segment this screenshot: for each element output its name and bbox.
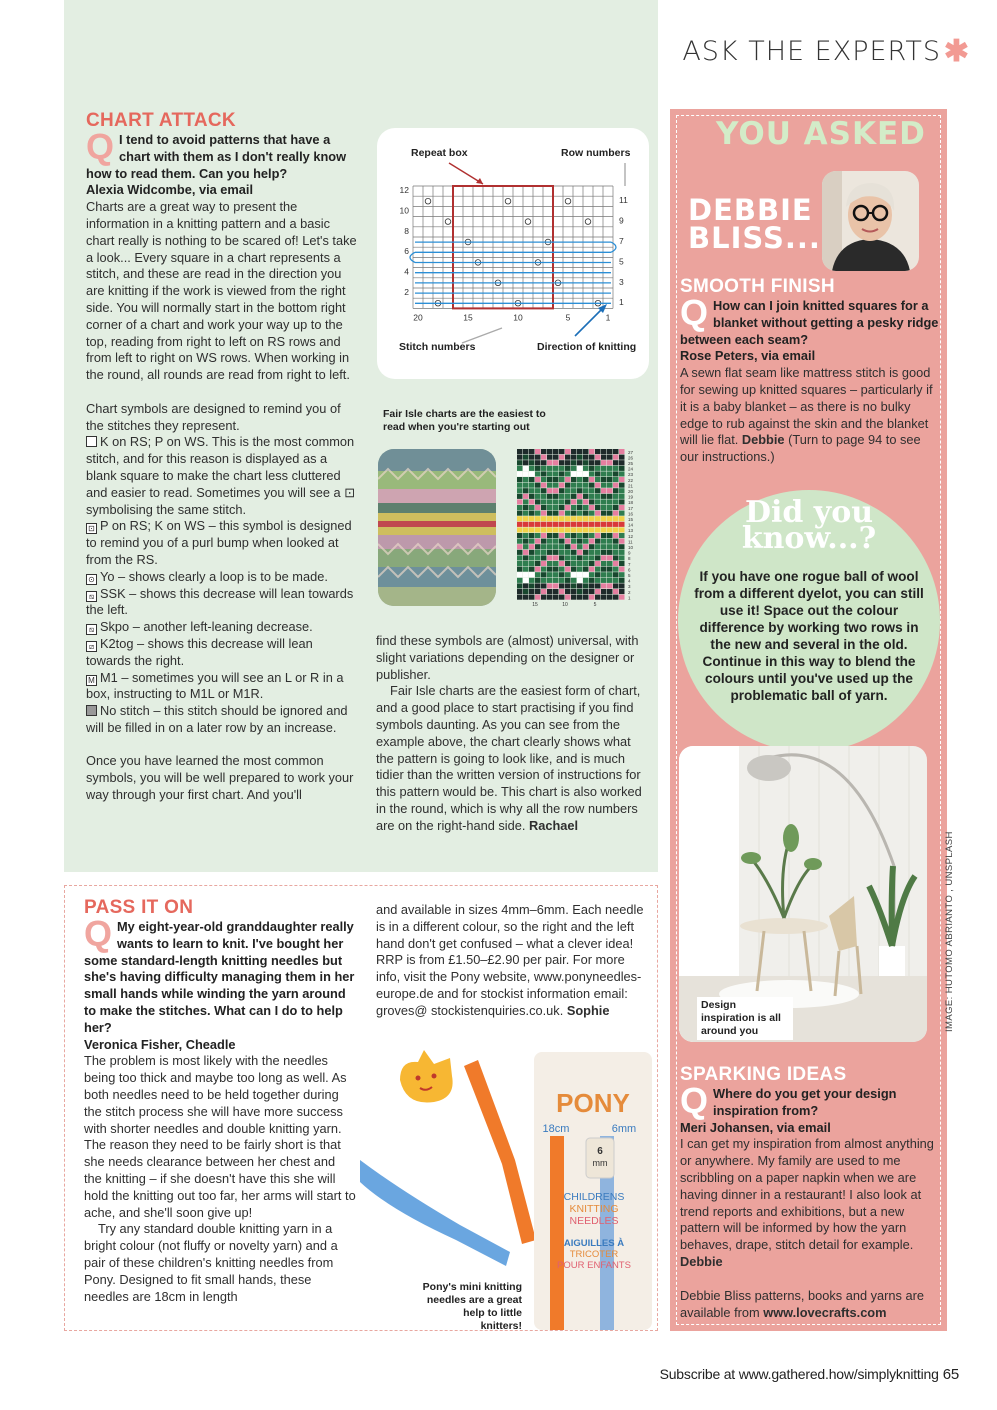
symbol-description: K on RS; P on WS. This is the most common stitch, and for this reason is displayed as a blank square to make the chart less cluttered and easier to read. Sometimes you will see a ⊡ symbolising the same stitch.: [86, 434, 355, 517]
m1-square-icon: M: [86, 675, 97, 686]
chart-grid: [410, 186, 616, 308]
sparking-ideas-title: SPARKING IDEAS: [680, 1064, 847, 1085]
fair-isle-caption: Fair Isle charts are the easiest to read when you're starting out: [383, 408, 546, 433]
fair-isle-row-tick: 18: [628, 500, 634, 506]
row-tick-left: 4: [404, 266, 409, 277]
symbol-list: [86, 434, 358, 736]
package-line-3: NEEDLES: [569, 1215, 619, 1227]
q-icon: Q: [680, 1080, 709, 1121]
chart-attack-para-3: Once you have learned the most common symbols, you will be well prepared to work your way through your first chart. And you'll: [86, 753, 354, 803]
ssk-square-icon: ⧅: [86, 591, 97, 602]
chart-attack-byline: Alexia Widcombe, via email: [86, 182, 254, 198]
cat-needle-cap: [400, 1050, 453, 1103]
debbie-bliss-title: [688, 193, 821, 255]
fair-isle-row-tick: 24: [628, 466, 634, 472]
fair-isle-row-tick: 7: [628, 561, 631, 567]
stitch-numbers-label: Stitch numbers: [399, 341, 476, 353]
row-tick-right: 11: [619, 195, 628, 206]
q-icon: Q: [84, 913, 113, 954]
pass-it-on-title: PASS IT ON: [84, 897, 194, 918]
symbol-description: Skpo – another left-leaning decrease.: [100, 619, 313, 635]
fair-isle-row-tick: 11: [628, 539, 633, 545]
pass-it-on-para-2: Try any standard double knitting yarn in a bright colour (not fluffy or novelty yarn) and a pair of these children's knitting needles from Pony. Designed to fit small hands, these needles are 18cm in length: [84, 1221, 338, 1304]
symbol-entry: [86, 703, 358, 737]
stitch-tick: 15: [463, 312, 473, 323]
symbol-entry: [86, 569, 358, 586]
smooth-finish-note: (Turn to page 94 to see our instructions.): [680, 432, 921, 465]
asterisk-icon: ✱: [943, 35, 969, 68]
repeat-box-label: Repeat box: [411, 147, 468, 159]
stitch-tick: 1: [605, 312, 611, 323]
fair-isle-row-tick: 17: [628, 505, 634, 511]
sparking-ideas-byline: Meri Johansen, via email: [680, 1119, 831, 1135]
symbol-entry: [86, 518, 358, 568]
package-line-2: KNITTING: [569, 1203, 619, 1215]
debbie-signoff: Debbie: [680, 1253, 723, 1269]
rachael-signoff: Rachael: [528, 817, 579, 833]
row-tick-left: 12: [399, 185, 409, 195]
fair-isle-row-tick: 6: [628, 567, 631, 573]
pass-it-on-byline: Veronica Fisher, Cheadle: [84, 1036, 236, 1052]
fair-isle-row-tick: 4: [628, 578, 631, 584]
symbol-description: SSK – shows this decrease will lean towards the left.: [86, 585, 354, 618]
fair-isle-row-tick: 27: [628, 449, 634, 455]
fair-isle-row-tick: 12: [628, 533, 634, 539]
skpo-square-icon: ⧅: [86, 624, 97, 635]
lovecrafts-link[interactable]: www.lovecrafts.com: [763, 1304, 887, 1320]
chart-attack-para-2: Chart symbols are designed to remind you of the stitches they represent.: [86, 400, 341, 433]
fair-isle-row-tick: 15: [628, 517, 634, 522]
fair-isle-row-tick: 5: [628, 573, 631, 578]
chart-attack-col2-para-2: Fair Isle charts are the easiest form of chart, and a good place to start practising if you find symbols daunting. As you can see from the example above, the chart clearly shows what the pattern is going to look like, and is much tidier than the written version of instructions for this pattern would be. This chart is also worked in the round, which is why all the row numbers are on the right-hand side.: [376, 683, 642, 833]
row-tick-right: 9: [619, 215, 624, 226]
chart-attack-column-1: [86, 110, 358, 804]
chart-yo-symbol: [445, 219, 451, 225]
fair-isle-row-tick: 3: [628, 584, 631, 590]
section-header: ASK THE EXPERTS: [682, 36, 941, 67]
symbol-entry: [86, 434, 358, 518]
symbol-description: Yo – shows clearly a loop is to be made.: [100, 568, 328, 584]
row-numbers-label: Row numbers: [561, 147, 631, 159]
did-you-know-title: [678, 495, 940, 556]
pass-it-on-col2-text: and available in sizes 4mm–6mm. Each needle is in a different colour, so the right and the left hand don't get confused – what a clever idea! RRP is from £1.50–£2.90 per pair. For more info, visit the Pony website, www.ponyneedles-europe.de and for stockist information email: groves@ stockistenquiries.co.uk.: [376, 902, 644, 1018]
package-line-1: CHILDRENS: [563, 1191, 625, 1203]
left-row-ticks: [400, 185, 410, 297]
row-tick-left: 8: [404, 225, 409, 236]
needle-caption: Pony's mini knitting needles are a great help to little knitters!: [422, 1281, 522, 1332]
stitch-ticks: [413, 312, 610, 322]
fair-isle-row-tick: 10: [628, 545, 634, 550]
needle-size-number: 6: [597, 1146, 603, 1157]
debbie-signoff: Debbie: [741, 432, 785, 448]
chart-yo-symbol: [505, 198, 511, 204]
image-credit: IMAGE: HUTOMO ABRIANTO , UNSPLASH: [944, 831, 955, 1032]
package-line-4: AIGUILLES À: [563, 1238, 625, 1249]
knitting-chart-diagram: [377, 128, 649, 379]
fair-isle-row-tick: 8: [628, 556, 631, 562]
symbol-entry: [86, 619, 358, 636]
chart-attack-question: I tend to avoid patterns that have a chart with them as I don't really know how to read them. Can you help?: [86, 132, 347, 181]
pass-it-on-para-1: The problem is most likely with the needles being too thick and maybe too long as well. As both needles need to be held together during the stitch process she will have more success with shorter needles and double knitting yarn. The reason they need to be fairly short is that she needs clearance between her chest and the knitting – if she doesn't have this she will hold the knitting out too far, her arms will start to ache, and she'll soon give up!: [84, 1053, 356, 1220]
did-you-know-circle: [678, 490, 940, 752]
fair-isle-row-tick: 26: [628, 455, 634, 461]
chart-yo-symbol: [585, 219, 591, 225]
fair-isle-row-tick: 19: [628, 494, 634, 500]
fair-isle-stitch-tick: 10: [562, 602, 568, 609]
fair-isle-stitch-tick: 15: [532, 602, 538, 609]
pony-brand-text: PONY: [556, 1088, 630, 1118]
pass-it-on-column-1: [84, 897, 356, 1305]
q-icon: Q: [680, 292, 709, 333]
stitch-tick: 5: [565, 312, 571, 323]
fair-isle-row-tick: 9: [628, 550, 631, 556]
symbol-description: P on RS; K on WS – this symbol is designed to remind you of a purl bump when looked at from the RS.: [86, 518, 352, 567]
fair-isle-stitch-tick: 5: [593, 602, 597, 609]
fair-isle-colour-chart: [517, 449, 641, 609]
row-tick-right: 5: [619, 256, 624, 267]
chart-yo-symbol: [425, 198, 431, 204]
stitch-numbers-arrow: [462, 328, 502, 343]
no-stitch-square-icon: [86, 705, 97, 716]
debbie-bliss-portrait: [822, 171, 919, 271]
row-tick-right: 1: [619, 297, 624, 308]
fair-isle-row-tick: 25: [628, 461, 634, 466]
symbol-description: M1 – sometimes you will see an L or R in a box, instructing to M1L or M1R.: [86, 669, 344, 702]
fair-isle-row-tick: 21: [628, 483, 634, 489]
room-caption: Design inspiration is all around you: [697, 997, 793, 1040]
fair-isle-row-tick: 13: [628, 528, 634, 534]
smooth-finish-question: How can I join knitted squares for a blanket without getting a pesky ridge between each seam?: [680, 298, 939, 347]
smooth-finish-title: SMOOTH FINISH: [680, 276, 835, 297]
fair-isle-row-tick: 22: [628, 477, 634, 483]
orange-needle: [464, 1060, 536, 1244]
direction-of-knitting-label: Direction of knitting: [537, 341, 637, 353]
row-tick-right: 3: [619, 276, 624, 287]
symbol-description: K2tog – shows this decrease will lean towards the right.: [86, 635, 313, 668]
fair-isle-row-ticks: [628, 450, 634, 601]
k2tog-square-icon: ⧄: [86, 641, 97, 652]
lovecrafts-note: Debbie Bliss patterns, books and yarns are available from: [680, 1287, 924, 1320]
fair-isle-row-tick: 20: [628, 489, 634, 494]
fair-isle-row-tick: 14: [628, 522, 634, 528]
symbol-entry: [86, 670, 358, 704]
did-you-know-line-2: know...?: [741, 521, 877, 556]
sparking-ideas-question: Where do you get your design inspiration from?: [713, 1086, 897, 1118]
page-footer: [660, 1366, 959, 1383]
fair-isle-chart-cells: [517, 449, 625, 600]
needle-size-unit: mm: [592, 1158, 608, 1168]
sparking-ideas-answer: I can get my inspiration from almost anything or anywhere. My family are used to me scribbling on a paper napkin when we are having dinner in a restaurant! I also look at trend reports and exhibitions, but a new pattern will be informed by how the yarn behaves, drape, stitch detail for example.: [680, 1136, 934, 1253]
package-line-6: POUR ENFANTS: [557, 1260, 631, 1271]
chart-attack-para-1: Charts are a great way to present the information in a knitting pattern and a basic chart really is nothing to be scared of! Let's take a look... Every square in a chart represents a stitch, and these are read in the direction you are knitting if the work is viewed from the right side. You will normally start in the bottom right corner of a chart and work your way up to the top, reading from right to left on RS rows and from left to right on WS rows. When working in the round, all rounds are read from right to left.: [86, 199, 357, 383]
package-line-5: TRICOTER: [569, 1249, 619, 1260]
chart-yo-symbol: [525, 219, 531, 225]
dot-square-icon: ⊡: [86, 523, 97, 534]
symbol-entry: [86, 586, 358, 620]
q-icon: Q: [86, 126, 115, 167]
smooth-finish-block: [680, 276, 942, 466]
smooth-finish-byline: Rose Peters, via email: [680, 348, 816, 364]
row-tick-right: 7: [619, 236, 624, 246]
did-you-know-body: If you have one rogue ball of wool from a different dyelot, you can still use it! Space out the colour difference by working two rows in the new and several in the old. Continue in this way to blend the colours until you've used up the problematic ball of yarn.: [694, 569, 924, 703]
subscribe-text[interactable]: Subscribe at www.gathered.how/simplyknitting: [659, 1366, 939, 1382]
chart-attack-title: CHART ATTACK: [86, 110, 236, 131]
symbol-entry: [86, 636, 358, 670]
fair-isle-stitch-ticks: [532, 602, 596, 608]
fair-isle-knit-photo: [378, 449, 496, 606]
blue-needle: [360, 1160, 510, 1266]
fair-isle-row-tick: 16: [628, 511, 634, 517]
fair-isle-row-tick: 2: [628, 589, 631, 595]
row-tick-left: 10: [399, 205, 409, 216]
page-number: 65: [942, 1366, 959, 1383]
circle-square-icon: ⊙: [86, 574, 97, 585]
you-asked-title: YOU ASKED: [716, 116, 926, 152]
right-row-ticks: [619, 195, 628, 307]
row-tick-left: 6: [404, 246, 409, 257]
did-you-know-line-1: Did you: [744, 495, 874, 530]
pass-it-on-column-2: [376, 902, 648, 1020]
fair-isle-row-tick: 1: [628, 595, 631, 601]
symbol-description: No stitch – this stitch should be ignored and will be filled in on a later row by an increase.: [86, 703, 348, 735]
sparking-ideas-block: [680, 1064, 942, 1321]
fair-isle-row-tick: 23: [628, 472, 634, 478]
knitting-chart-card: [377, 128, 649, 379]
debbie-name-line-2: BLISS...: [688, 221, 821, 255]
debbie-name-line-1: DEBBIE: [688, 193, 813, 227]
row-tick-left: 2: [404, 287, 409, 297]
chart-yo-symbol: [565, 198, 571, 204]
pass-it-on-question: My eight-year-old granddaughter really wants to learn to knit. I've bought her some standard-length knitting needles but she's having difficulty managing them in her small hands while winding the yarn around to make the stitches. What can I do to help her?: [84, 919, 355, 1035]
sophie-signoff: Sophie: [566, 1002, 610, 1018]
stitch-tick: 10: [513, 312, 523, 323]
chart-attack-column-2: [376, 633, 648, 835]
blank-square-icon: [86, 436, 97, 447]
package-size-a: 18cm: [542, 1123, 570, 1135]
package-size-b: 6mm: [611, 1123, 637, 1135]
stitch-tick: 20: [413, 312, 423, 323]
smooth-finish-answer: A sewn flat seam like mattress stitch is good for sewing up knitted squares – particularly if it is a baby blanket – as there is no bulky edge to rub against the skin and the blanket will lie flat.: [680, 365, 933, 448]
chart-attack-col2-para-1: find these symbols are (almost) universal, with slight variations depending on the designer or publisher.: [376, 633, 639, 682]
